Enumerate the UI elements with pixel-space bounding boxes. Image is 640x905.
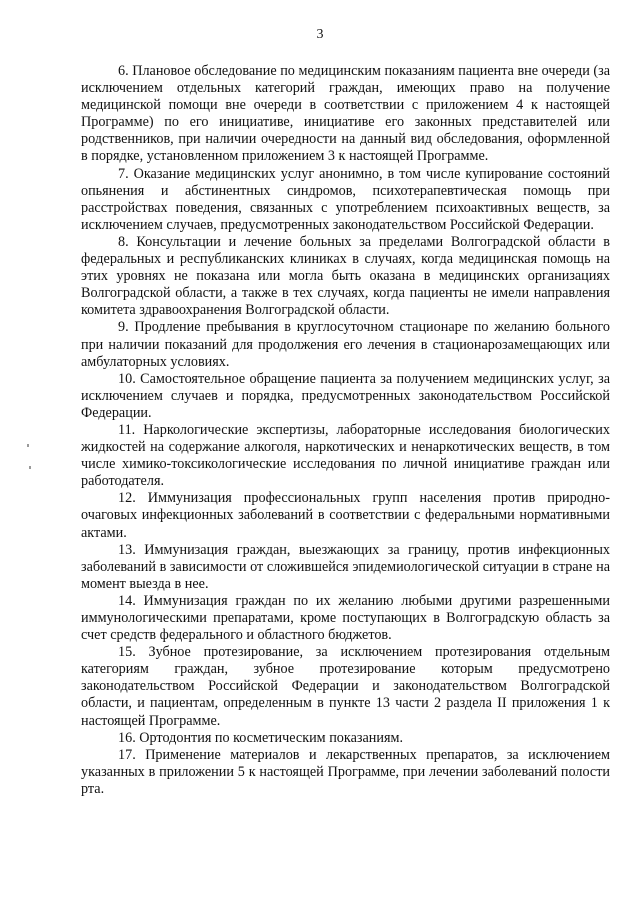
paragraph-item-10: 10. Самостоятельное обращение пациента за получением медицинских услуг, за исключением случаев и порядка, предусмотренных законодательством Российской Федерации. xyxy=(81,370,610,421)
paragraph-item-13: 13. Иммунизация граждан, выезжающих за границу, против инфекционных заболеваний в зависимости от сложившейся эпидемиологической ситуации в стране на момент выезда в нее. xyxy=(81,541,610,592)
paragraph-item-12: 12. Иммунизация профессиональных групп населения против природно-очаговых инфекционных заболеваний в соответствии с федеральными нормативными актами. xyxy=(81,490,610,541)
paragraph-item-15: 15. Зубное протезирование, за исключением протезирования отдельным категориям граждан, зубное протезирование которым предусмотрено законодательством Российской Федерации и законодательством Волгоградской области, и пациентам, определенным в пункте 13 части 2 раздела II приложения 1 к настоящей Программе. xyxy=(81,644,610,729)
paragraph-item-7: 7. Оказание медицинских услуг анонимно, в том числе купирование состояний опьянения и абстинентных синдромов, психотерапевтическая помощь при расстройствах поведения, связанных с употреблением психоактивных веществ, за исключением случаев, предусмотренных законодательством Российской Федерации. xyxy=(81,165,610,233)
paragraph-item-14: 14. Иммунизация граждан по их желанию любыми другими разрешенными иммунологическими препаратами, кроме поступающих в Волгоградскую область за счет средств федерального и областного бюджетов. xyxy=(81,592,610,644)
scan-speck xyxy=(29,466,31,469)
paragraph-item-11: 11. Наркологические экспертизы, лабораторные исследования биологических жидкостей на содержание алкоголя, наркотических и ненаркотических веществ, в том числе химико-токсикологические исследования по личной инициативе граждан или работодателя. xyxy=(81,421,610,490)
paragraph-item-16: 16. Ортодонтия по косметическим показаниям. xyxy=(118,729,404,746)
paragraph-item-9: 9. Продление пребывания в круглосуточном стационаре по желанию больного при наличии показаний для продолжения его лечения в стационарозамещающих или амбулаторных условиях. xyxy=(81,319,610,370)
paragraph-item-6: 6. Плановое обследование по медицинским показаниям пациента вне очереди (за исключением отдельных категорий граждан, имеющих право на получение медицинской помощи вне очереди в соответствии с приложением 4 к настоящей Программе) по его инициативе, инициативе его законных представителей или родственников, при наличии очередности на данный вид обследования, оформленной в порядке, установленном приложением 3 к настоящей Программе. xyxy=(81,63,610,165)
paragraph-item-17: 17. Применение материалов и лекарственных препаратов, за исключением указанных в приложении 5 к настоящей Программе, при лечении заболеваний полости рта. xyxy=(81,746,610,797)
document-body xyxy=(81,63,610,798)
paragraph-item-8: 8. Консультации и лечение больных за пределами Волгоградской области в федеральных и республиканских клиниках в случаях, когда медицинская помощь на этих уровнях не показана или могла быть оказана в медицинских организациях Волгоградской области, а также в тех случаях, когда пациенты не имели направления комитета здравоохранения Волгоградской области. xyxy=(81,233,610,319)
scan-speck xyxy=(27,444,29,447)
page-number: 3 xyxy=(316,27,324,42)
